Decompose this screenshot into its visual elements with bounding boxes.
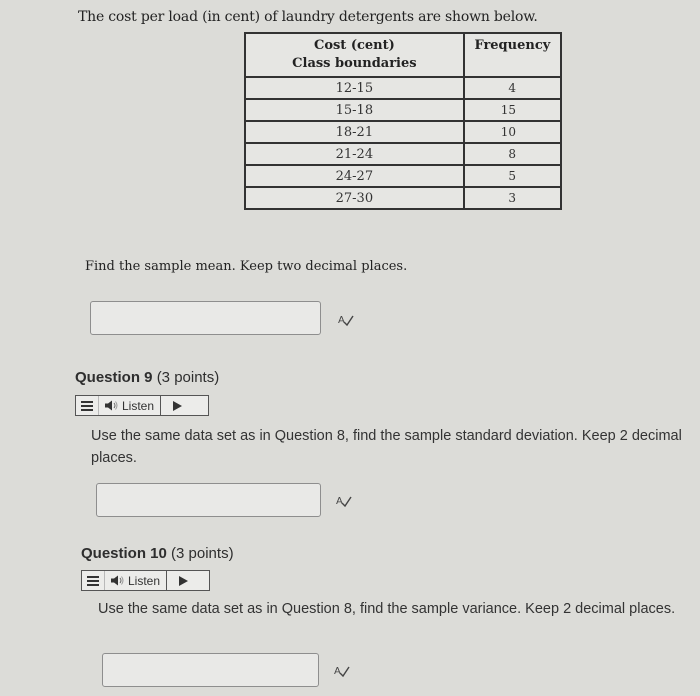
play-icon [179,576,188,586]
play-icon [173,401,182,411]
question-8-prompt: Find the sample mean. Keep two decimal places. [85,259,408,274]
class-cell: 18-21 [245,121,464,143]
frequency-cell: 10 [464,121,561,143]
frequency-cell: 5 [464,165,561,187]
table-header-cost [245,33,464,77]
class-cell: 24-27 [245,165,464,187]
header-class-label: Class boundaries [292,56,417,71]
question-8-answer-input[interactable] [90,301,321,335]
menu-icon [81,401,93,411]
question-10-points: (3 points) [171,545,234,562]
speaker-icon [105,400,119,411]
table-row [245,99,561,121]
question-10-answer-input[interactable] [102,653,319,687]
question-9-title: Question 9 [75,369,153,386]
class-cell: 27-30 [245,187,464,209]
header-cost-label: Cost (cent) [313,38,395,53]
question-9-listen-toolbar [75,395,209,416]
table-header-frequency: Frequency [464,33,561,77]
listen-button[interactable] [105,571,167,590]
menu-icon [87,576,99,586]
table-row [245,143,561,165]
frequency-table [244,32,562,210]
table-row [245,187,561,209]
table-row [245,165,561,187]
problem-intro: The cost per load (in cent) of laundry detergents are shown below. [78,9,538,25]
question-10-text: Use the same data set as in Question 8, find the sample variance. Keep 2 decimal places. [98,601,676,617]
listen-button[interactable] [99,396,161,415]
menu-button[interactable] [76,396,99,415]
play-button[interactable] [161,396,194,415]
svg-text:A: A [338,315,345,326]
table-row [245,77,561,99]
frequency-cell: 3 [464,187,561,209]
frequency-cell: 15 [464,99,561,121]
question-10-listen-toolbar [81,570,210,591]
question-9-answer-input[interactable] [96,483,321,517]
question-10-heading [81,545,234,562]
menu-button[interactable] [82,571,105,590]
class-cell: 15-18 [245,99,464,121]
spell-check-icon[interactable] [337,313,355,327]
spell-check-icon[interactable] [335,494,353,508]
question-9-text: Use the same data set as in Question 8, find the sample standard deviation. Keep 2 decimal places. [91,428,682,466]
speaker-icon [111,575,125,586]
frequency-cell: 4 [464,77,561,99]
question-9-heading [75,369,219,386]
question-10-title: Question 10 [81,545,167,562]
play-button[interactable] [167,571,200,590]
class-cell: 21-24 [245,143,464,165]
svg-text:A: A [336,496,343,507]
class-cell: 12-15 [245,77,464,99]
listen-label: Listen [122,398,155,413]
frequency-cell: 8 [464,143,561,165]
svg-text:A: A [334,666,341,677]
spell-check-icon[interactable] [333,664,351,678]
question-9-points: (3 points) [156,369,220,386]
table-row [245,121,561,143]
listen-label: Listen [128,573,161,588]
